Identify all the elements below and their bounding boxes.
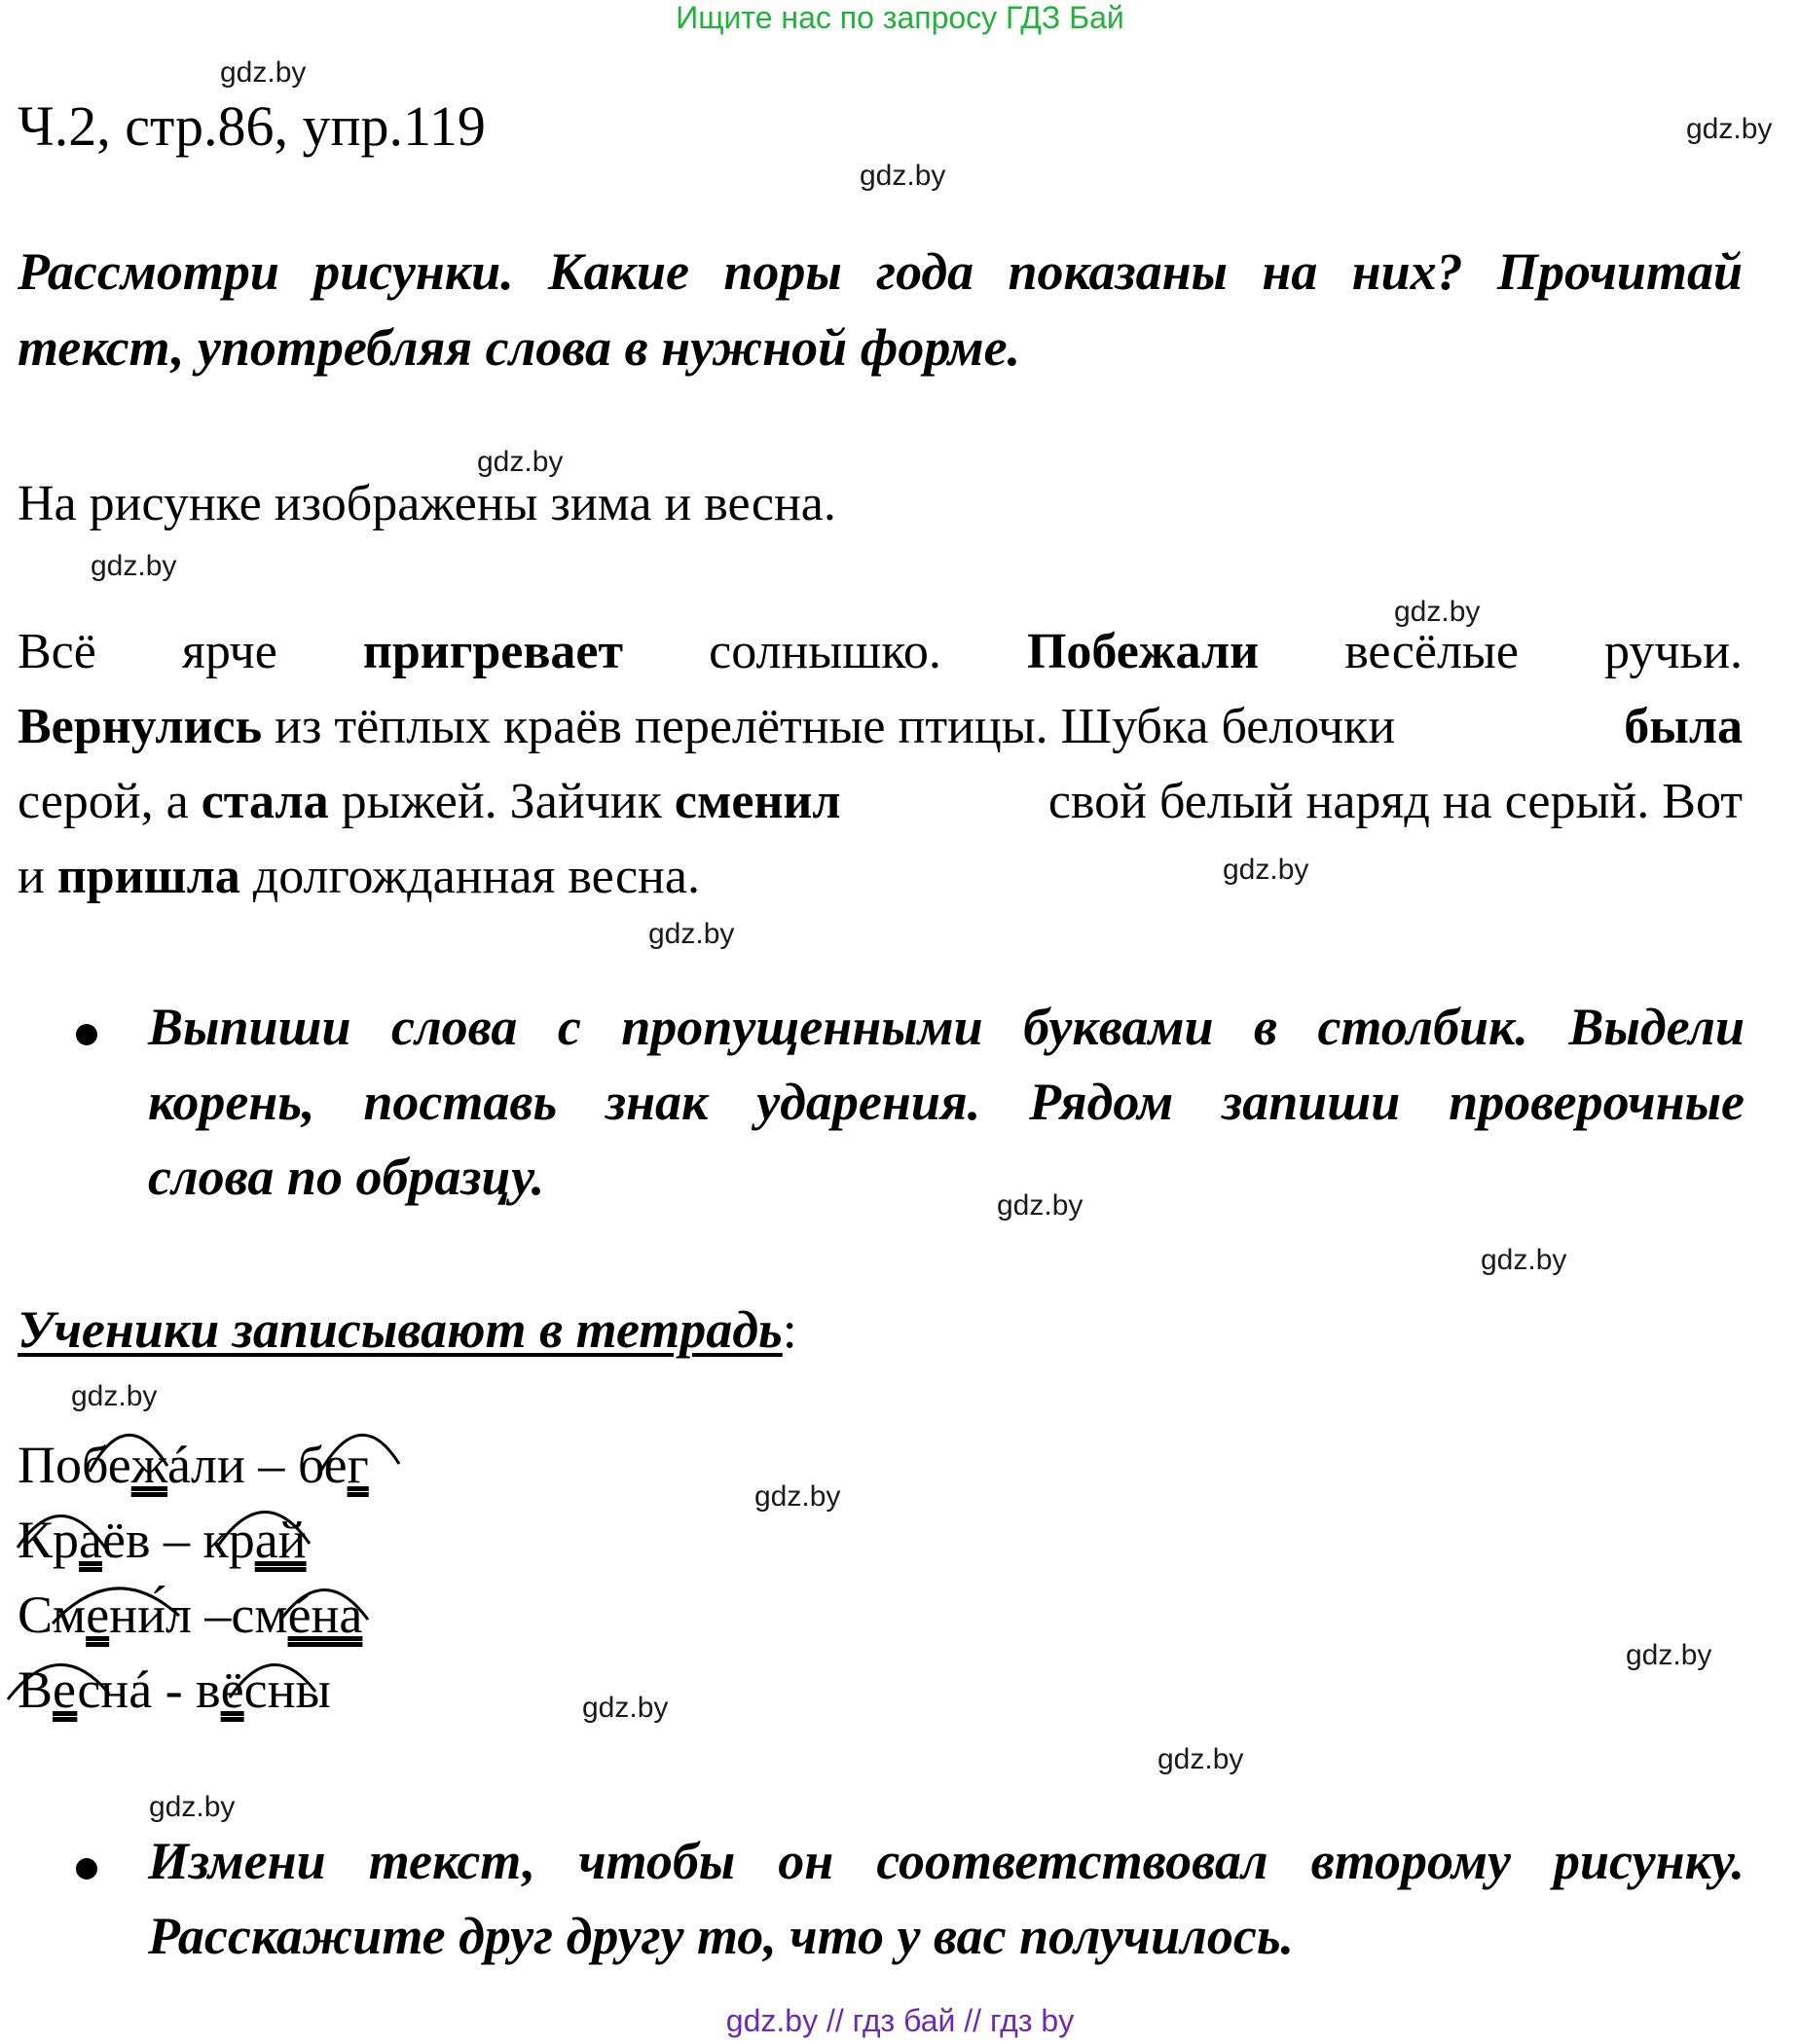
- root-arc: [90, 1435, 167, 1472]
- word: весёлые: [1344, 624, 1519, 679]
- watermark: gdz.by: [860, 160, 946, 192]
- text-segment: серой, а стала рыжей. Зайчик сменил: [18, 774, 841, 829]
- watermark: gdz.by: [754, 1480, 841, 1513]
- task-line: Выпиши слова с пропущенными буквами в столбик. Выдели: [148, 998, 1745, 1056]
- word-check-line: Краёв – край: [18, 1511, 307, 1569]
- root-arc: [319, 1435, 399, 1474]
- word: Всё: [18, 624, 96, 679]
- exercise-heading: Ч.2, стр.86, упр.119: [18, 94, 486, 158]
- task-line: Рассмотри рисунки. Какие поры года показаны на них? Прочитай: [18, 242, 1743, 301]
- notebook-title: Ученики записывают в тетрадь:: [18, 1300, 797, 1359]
- word-bold: Побежали: [1026, 624, 1260, 679]
- answer-line: На рисунке изображены зима и весна.: [18, 476, 836, 531]
- word: солнышко.: [709, 624, 941, 679]
- text-segment: свой белый наряд на серый. Вот: [1047, 774, 1743, 829]
- watermark: gdz.by: [220, 56, 307, 89]
- task-line: корень, поставь знак ударения. Рядом запиши проверочные: [148, 1073, 1745, 1131]
- watermark: gdz.by: [1157, 1743, 1244, 1775]
- word-bold: пригревает: [362, 624, 624, 679]
- watermark: gdz.by: [1481, 1244, 1567, 1276]
- word-check-line: Побежáли – бег: [18, 1436, 369, 1494]
- watermark: gdz.by: [582, 1692, 669, 1724]
- watermark: gdz.by: [91, 550, 177, 582]
- watermark: gdz.by: [997, 1189, 1084, 1222]
- watermark: gdz.by: [1686, 113, 1773, 145]
- footer: gdz.by // гдз бай // гдз by: [725, 2003, 1075, 2038]
- top-banner: Ищите нас по запросу ГДЗ Бай: [676, 0, 1124, 35]
- root-arc: [18, 1516, 105, 1549]
- watermark: gdz.by: [149, 1791, 236, 1823]
- task-line: Расскажите друг другу то, что у вас получилось.: [148, 1907, 1295, 1965]
- watermark: gdz.by: [1626, 1639, 1712, 1671]
- root-arc: [230, 1664, 315, 1697]
- word-bold: была: [1624, 699, 1743, 754]
- watermark: gdz.by: [71, 1380, 158, 1412]
- root-arc: [282, 1589, 368, 1620]
- word: ярче: [181, 624, 277, 679]
- word-check-line: Смени́л –смéна: [18, 1586, 363, 1644]
- task-line: Измени текст, чтобы он соответствовал второму рисунку.: [148, 1832, 1745, 1890]
- text-segment: Вернулись из тёплых краёв перелётные птицы. Шубка белочки: [18, 699, 1396, 754]
- root-arc: [8, 1664, 109, 1699]
- watermark: gdz.by: [1223, 854, 1309, 886]
- text-line: и пришла долгожданная весна.: [18, 849, 700, 904]
- bullet: [76, 1858, 97, 1880]
- word: ручьи.: [1604, 624, 1744, 679]
- task-line: слова по образцу.: [148, 1148, 545, 1206]
- word-check-line: Веснá - вёсны: [18, 1661, 331, 1719]
- root-arc: [218, 1512, 310, 1546]
- watermark: gdz.by: [648, 918, 735, 950]
- task-line: текст, употребляя слова в нужной форме.: [18, 318, 1021, 377]
- watermark: gdz.by: [477, 446, 564, 478]
- watermark: gdz.by: [1394, 596, 1481, 628]
- root-arc: [53, 1588, 179, 1624]
